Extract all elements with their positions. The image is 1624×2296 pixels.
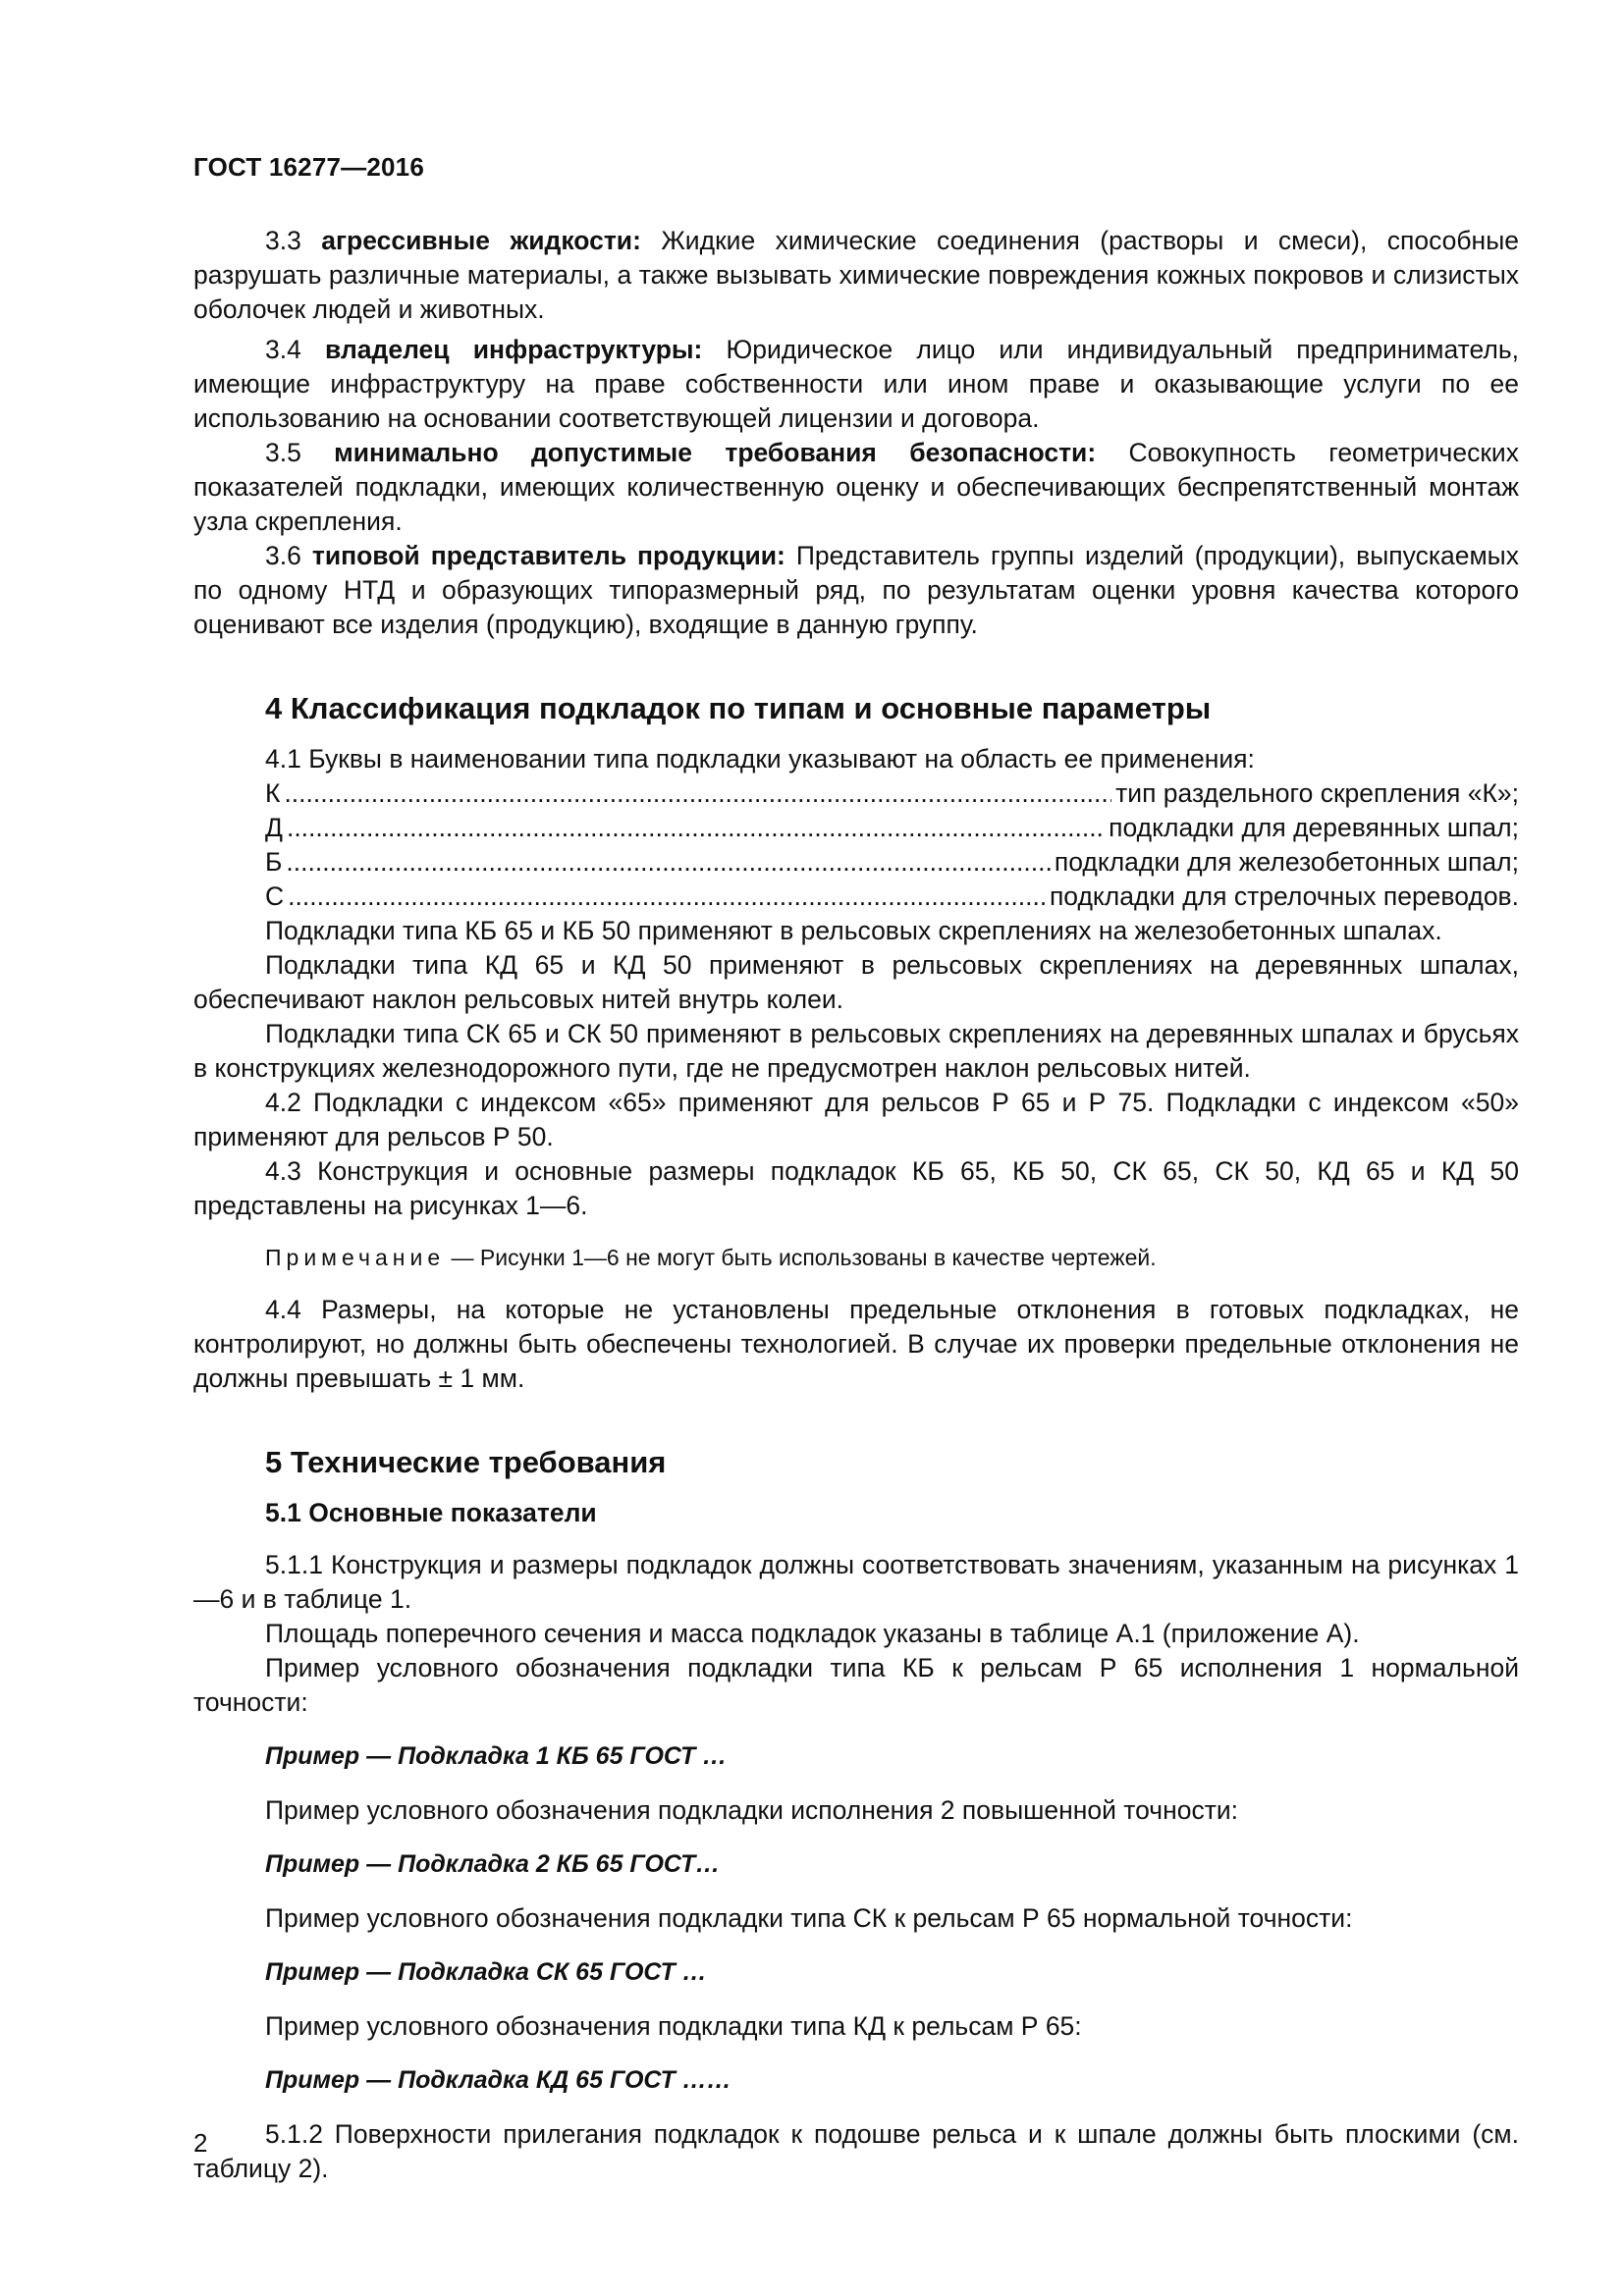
clause-3-4 (193, 333, 1519, 436)
clause-number: 3.6 (265, 541, 301, 570)
page-number: 2 (193, 2128, 208, 2158)
letter: К (265, 778, 281, 808)
leader-dots (286, 845, 1050, 880)
term: владелец инфраструктуры: (325, 335, 703, 364)
definition: Совокупность геометрических показателей подкладки, имеющих количественную оценку и обеспечивающих беспрепятственный монтаж узла скрепления. (193, 438, 1519, 536)
example-1-intro: Пример условного обозначения подкладки типа КБ к рельсам Р 65 исполнения 1 нормальной точности: (193, 1653, 1519, 1717)
term: агрессивные жидкости: (321, 226, 641, 255)
clause-3-3 (193, 224, 1519, 327)
paragraph-sk: Подкладки типа СК 65 и СК 50 применяют в рельсовых скреплениях на деревянных шпалах и брусьях в конструкциях железнодорожного пути, где не предусмотрен наклон рельсовых нитей. (193, 1019, 1519, 1083)
example-2: Пример — Подкладка 2 КБ 65 ГОСТ… (265, 1850, 721, 1878)
letter-description: подкладки для стрелочных переводов. (1049, 881, 1519, 911)
leader-dots (284, 776, 1111, 811)
paragraph-kb: Подкладки типа КБ 65 и КБ 50 применяют в рельсовых скреплениях на железобетонных шпалах. (265, 916, 1442, 945)
letter: Б (265, 847, 283, 877)
clause-number: 3.5 (265, 438, 301, 467)
note-label: Примечание (265, 1245, 446, 1270)
clause-4-2: 4.2 Подкладки с индексом «65» применяют для рельсов Р 65 и Р 75. Подкладки с индексом «50» применяют для рельсов Р 50. (193, 1088, 1519, 1151)
clause-number: 3.3 (265, 226, 301, 255)
paragraph-kd: Подкладки типа КД 65 и КД 50 применяют в рельсовых скреплениях на деревянных шпалах, обеспечивают наклон рельсовых нитей внутрь колеи. (193, 950, 1519, 1014)
definition: Юридическое лицо или индивидуальный предприниматель, имеющие инфраструктуру на праве собственности или ином праве и оказывающие услуги по ее использованию на основании соответствующей лицензии и договора. (193, 335, 1520, 433)
clause-4-3: 4.3 Конструкция и основные размеры подкладок КБ 65, КБ 50, СК 65, СК 50, КД 65 и КД 50 представлены на рисунках 1—6. (193, 1156, 1519, 1220)
paragraph-area: Площадь поперечного сечения и масса подкладок указаны в таблице А.1 (приложение А). (265, 1619, 1360, 1648)
clause-number: 3.4 (265, 335, 301, 364)
clause-5-1-1: 5.1.1 Конструкция и размеры подкладок должны соответствовать значениям, указанным на рисунках 1—6 и в таблице 1. (193, 1550, 1519, 1614)
letter-description: тип раздельного скрепления «К»; (1115, 778, 1519, 808)
example-3: Пример — Подкладка СК 65 ГОСТ … (265, 1958, 707, 1986)
clause-5-1-2: 5.1.2 Поверхности прилегания подкладок к подошве рельса и к шпале должны быть плоскими (см. таблицу 2). (193, 2119, 1519, 2183)
letter: С (265, 881, 285, 911)
definition: Жидкие химические соединения (растворы и смеси), способные разрушать различные материалы, а также вызывать химические повреждения кожных покровов и слизистых оболочек людей и животных. (193, 226, 1519, 324)
letter-row-d (265, 811, 1519, 845)
letter-row-k (265, 776, 1519, 811)
subsection-5-1-title: 5.1 Основные показатели (265, 1498, 597, 1527)
clause-3-6 (193, 539, 1519, 642)
letter-description: подкладки для деревянных шпал; (1109, 813, 1519, 842)
term: минимально допустимые требования безопасности: (334, 438, 1097, 467)
definition: Представитель группы изделий (продукции), выпускаемых по одному НТД и образующих типоразмерный ряд, по результатам оценки уровня качества которого оценивают все изделия (продукцию), входящие в данную группу. (193, 541, 1519, 639)
note-text: — Рисунки 1—6 не могут быть использованы в качестве чертежей. (445, 1245, 1157, 1270)
letter-row-b (265, 845, 1519, 880)
letter-row-s (265, 880, 1519, 914)
example-2-intro: Пример условного обозначения подкладки исполнения 2 повышенной точности: (265, 1795, 1239, 1825)
section-5-title: 5 Технические требования (265, 1445, 667, 1479)
example-1: Пример — Подкладка 1 КБ 65 ГОСТ … (265, 1742, 728, 1770)
example-3-intro: Пример условного обозначения подкладки типа СК к рельсам Р 65 нормальной точности: (265, 1903, 1353, 1933)
leader-dots (288, 880, 1046, 914)
leader-dots (287, 811, 1105, 845)
section-4-title: 4 Классификация подкладок по типам и основные параметры (265, 691, 1212, 725)
clause-4-1: 4.1 Буквы в наименовании типа подкладки указывают на область ее применения: (265, 744, 1255, 774)
term: типовой представитель продукции: (311, 541, 785, 570)
letter-description: подкладки для железобетонных шпал; (1054, 847, 1519, 877)
clause-3-5 (193, 436, 1519, 539)
example-4-intro: Пример условного обозначения подкладки типа КД к рельсам Р 65: (265, 2011, 1082, 2041)
note (265, 1241, 1519, 1275)
clause-4-4: 4.4 Размеры, на которые не установлены предельные отклонения в готовых подкладках, не контролируют, но должны быть обеспечены технологией. В случае их проверки предельные отклонения не должны превышать ± 1 мм. (193, 1295, 1519, 1393)
document-header: ГОСТ 16277—2016 (193, 152, 424, 182)
letter: Д (265, 813, 283, 842)
example-4: Пример — Подкладка КД 65 ГОСТ …… (265, 2066, 731, 2094)
document-body (193, 224, 1519, 2186)
